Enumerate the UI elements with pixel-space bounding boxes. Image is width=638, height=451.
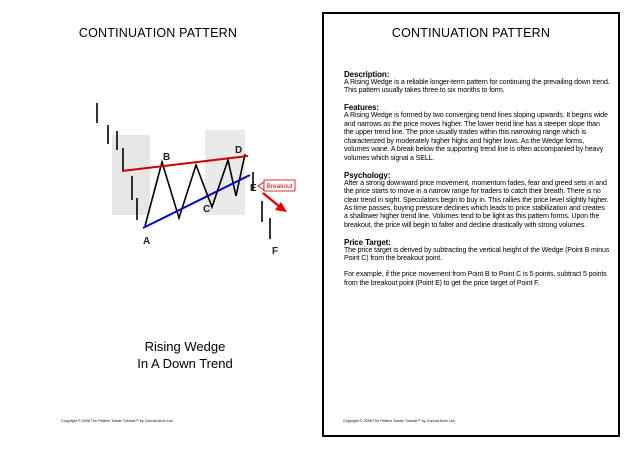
section-body: A Rising Wedge is a reliable longer-term pattern for continuing the prevailing down trend. This pattern usually takes three to six months to form. (344, 79, 610, 95)
section-heading: Psychology: (344, 170, 391, 180)
section-features (344, 103, 610, 163)
breakout-arrow (263, 193, 287, 212)
caption-line-2: In A Down Trend (137, 356, 233, 371)
point-a-label: A (143, 236, 151, 247)
breakout-callout (258, 180, 295, 191)
breakout-label: Breakout (266, 183, 293, 190)
point-e-label: E (250, 183, 257, 194)
description-content (344, 70, 610, 296)
point-c-label: C (203, 204, 211, 215)
page-title: CONTINUATION PATTERN (391, 26, 551, 40)
section-price-target (344, 238, 610, 288)
section-body: The price target is derived by subtracting the vertical height of the Wedge (Point B minus Point C) from the breakout point. (344, 246, 610, 263)
right-page-panel (322, 12, 620, 437)
section-body: After a strong downward price movement, momentum fades, fear and greed sets in and the price starts to move in a narrow range for traders to catch their breath. There is no clear trend in sight. Speculators begin to buy in. This rallies the price level slightly higher. As time passes, buying pressure declines which leads to price stabilization and creates a shallower higher trend line. Volumes tend to be light as this pattern forms. Upon the breakout, the price will begin to falter and decline drastically with strong volumes. (344, 179, 609, 229)
section-heading: Description: (344, 70, 390, 79)
point-b-label: B (163, 152, 171, 163)
section-body: A Rising Wedge is formed by two converging trend lines sloping upwards. It begins wide and narrows as the price moves higher. The lower trend line has a steeper slope than the upper trend line. The price usually trades within this narrowing range which is characterized by moderately higher highs and higher lows. As the Wedge forms, volumes wane. A break below the supporting trend line is often accompanied by heavy volumes which signal a SELL. (344, 112, 608, 162)
page-title: CONTINUATION PATTERN (78, 26, 238, 40)
copyright-text: Copyright © 2008 The Pattern Trader Tutorial™ by Conrad Alvin Lim (61, 419, 173, 423)
watermark (112, 130, 245, 215)
copyright-text: Copyright © 2008 The Pattern Trader Tutorial™ by Conrad Alvin Lim (343, 419, 455, 423)
section-heading: Features: (344, 103, 379, 113)
point-d-label: D (235, 145, 243, 156)
section-heading: Price Target: (344, 237, 391, 247)
section-description (344, 70, 610, 96)
section-psychology (344, 171, 610, 231)
section-example: For example, if the price movement from Point B to Point C is 5 points, subtract 5 points from the breakout point (Point E) to get the price target of Point F. (344, 271, 607, 287)
caption-line-1: Rising Wedge (144, 339, 226, 354)
point-f-label: F (272, 246, 279, 257)
